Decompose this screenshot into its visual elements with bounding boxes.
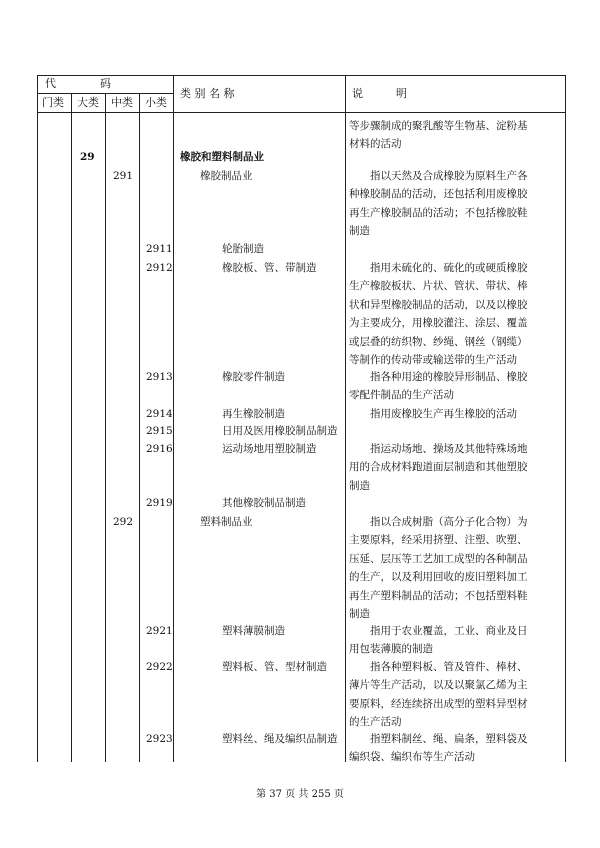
desc-line: 指用废橡胶生产再生橡胶的活动 (349, 408, 517, 420)
row-desc (349, 513, 565, 623)
desc-line: 用包装薄膜的制造 (349, 643, 433, 656)
row-name: 运动场地用塑胶制造 (222, 443, 317, 455)
row-desc (349, 622, 565, 659)
table-left-border (37, 75, 38, 762)
table-right-border (565, 75, 566, 762)
header-da: 大类 (77, 96, 99, 109)
row-xiao-code: 2921 (146, 625, 173, 637)
header-name: 类 别 名 称 (180, 87, 235, 100)
desc-line: 指用于农业覆盖，工业、商业及日 (349, 625, 528, 637)
desc-line: 或层叠的纺织物、纱绳、钢丝（钢缆） (349, 335, 528, 348)
desc-line: 用的合成材料跑道面层制造和其他塑胶 (349, 461, 528, 474)
row-name: 塑料板、管、型材制造 (222, 661, 327, 673)
row-name: 轮胎制造 (222, 243, 264, 255)
header-code: 代 码 (45, 77, 111, 90)
row-xiao-code: 2923 (146, 733, 173, 745)
row-name: 再生橡胶制造 (222, 408, 285, 420)
header-xiao: 小类 (145, 96, 167, 109)
desc-line: 的生产，以及利用回收的废旧塑料加工 (349, 571, 528, 584)
row-xiao-code: 2916 (146, 443, 173, 455)
col-divider-name-desc (345, 75, 346, 762)
desc-line: 种橡胶制品的活动，还包括利用废橡胶 (349, 188, 528, 201)
desc-line: 制造 (349, 225, 370, 238)
row-xiao-code: 2922 (146, 661, 173, 673)
desc-line: 薄片等生产活动，以及以聚氯乙烯为主 (349, 679, 528, 692)
desc-line: 指各种塑料板、管及管件、棒材、 (349, 661, 528, 673)
row-desc (349, 167, 565, 241)
row-desc (349, 368, 565, 405)
row-name: 塑料制品业 (200, 516, 253, 528)
footer-total-pages: 255 (311, 789, 331, 800)
row-desc (349, 259, 565, 369)
desc-line: 等步骤制成的聚乳酸等生物基、淀粉基 (349, 120, 528, 132)
header-men: 门类 (42, 96, 64, 109)
row-da-code: 29 (80, 151, 95, 163)
row-desc (349, 658, 565, 732)
col-divider-da-zhong (105, 93, 106, 762)
desc-line: 指以天然及合成橡胶为原料生产各 (349, 170, 528, 182)
desc-line: 状和异型橡胶制品的活动，以及以橡胶 (349, 298, 528, 311)
desc-line: 主要原料，经采用挤塑、注塑、吹塑、 (349, 534, 528, 547)
row-name: 橡胶制品业 (200, 170, 253, 182)
desc-line: 要原料，经连续挤出成型的塑料异型材 (349, 697, 528, 710)
desc-line: 指运动场地、操场及其他特殊场地 (349, 443, 528, 455)
row-name: 塑料薄膜制造 (222, 625, 285, 637)
desc-line: 编织袋、编织布等生产活动 (349, 751, 475, 764)
desc-line: 的生产活动 (349, 716, 402, 729)
row-desc (349, 117, 565, 154)
row-desc (349, 405, 565, 423)
row-desc (349, 730, 565, 767)
header-zhong: 中类 (111, 96, 133, 109)
desc-line: 材料的活动 (349, 138, 402, 151)
desc-line: 指用未硫化的、硫化的或硬质橡胶 (349, 262, 528, 274)
desc-line: 指各种用途的橡胶异形制品、橡胶 (349, 371, 528, 383)
col-divider-men-da (71, 93, 72, 762)
row-name: 橡胶和塑料制品业 (180, 151, 264, 163)
row-xiao-code: 2912 (146, 262, 173, 274)
table-top-border (37, 75, 565, 76)
footer-page-number: 37 (269, 789, 283, 800)
footer-prefix: 第 (256, 789, 267, 800)
desc-line: 制造 (349, 479, 370, 492)
desc-line: 再生产塑料制品的活动；不包括塑料鞋 (349, 589, 528, 602)
row-name: 橡胶板、管、带制造 (222, 262, 317, 274)
desc-line: 指以合成树脂（高分子化合物）为 (349, 516, 528, 528)
row-xiao-code: 2913 (146, 371, 173, 383)
row-zhong-code: 291 (113, 170, 134, 182)
desc-line: 制造 (349, 608, 370, 621)
row-desc (349, 440, 565, 495)
col-divider-code-name (173, 75, 174, 762)
row-name: 其他橡胶制品制造 (222, 497, 306, 509)
row-xiao-code: 2911 (146, 243, 173, 255)
footer-middle: 页 共 (285, 789, 309, 800)
header-desc: 说 明 (352, 87, 407, 100)
desc-line: 等制作的传动带或输送带的生产活动 (349, 354, 517, 367)
desc-line: 零配件制品的生产活动 (349, 389, 454, 402)
desc-line: 指塑料制丝、绳、扁条，塑料袋及 (349, 733, 528, 745)
row-xiao-code: 2915 (146, 425, 173, 437)
row-name: 塑料丝、绳及编织品制造 (222, 733, 338, 745)
row-zhong-code: 292 (113, 516, 134, 528)
row-xiao-code: 2914 (146, 408, 173, 420)
desc-line: 再生产橡胶制品的活动；不包括橡胶鞋 (349, 206, 528, 219)
row-xiao-code: 2919 (146, 497, 173, 509)
desc-line: 生产橡胶板状、片状、管状、带状、棒 (349, 280, 528, 293)
col-divider-zhong-xiao (139, 93, 140, 762)
desc-line: 为主要成分，用橡胶灌注、涂层、覆盖 (349, 317, 528, 330)
footer-suffix: 页 (333, 789, 344, 800)
page-footer (0, 789, 600, 801)
row-name: 橡胶零件制造 (222, 371, 285, 383)
row-name: 日用及医用橡胶制品制造 (222, 425, 338, 437)
desc-line: 压延、层压等工艺加工成型的各种制品 (349, 552, 528, 565)
header-bottom-border (37, 112, 565, 113)
